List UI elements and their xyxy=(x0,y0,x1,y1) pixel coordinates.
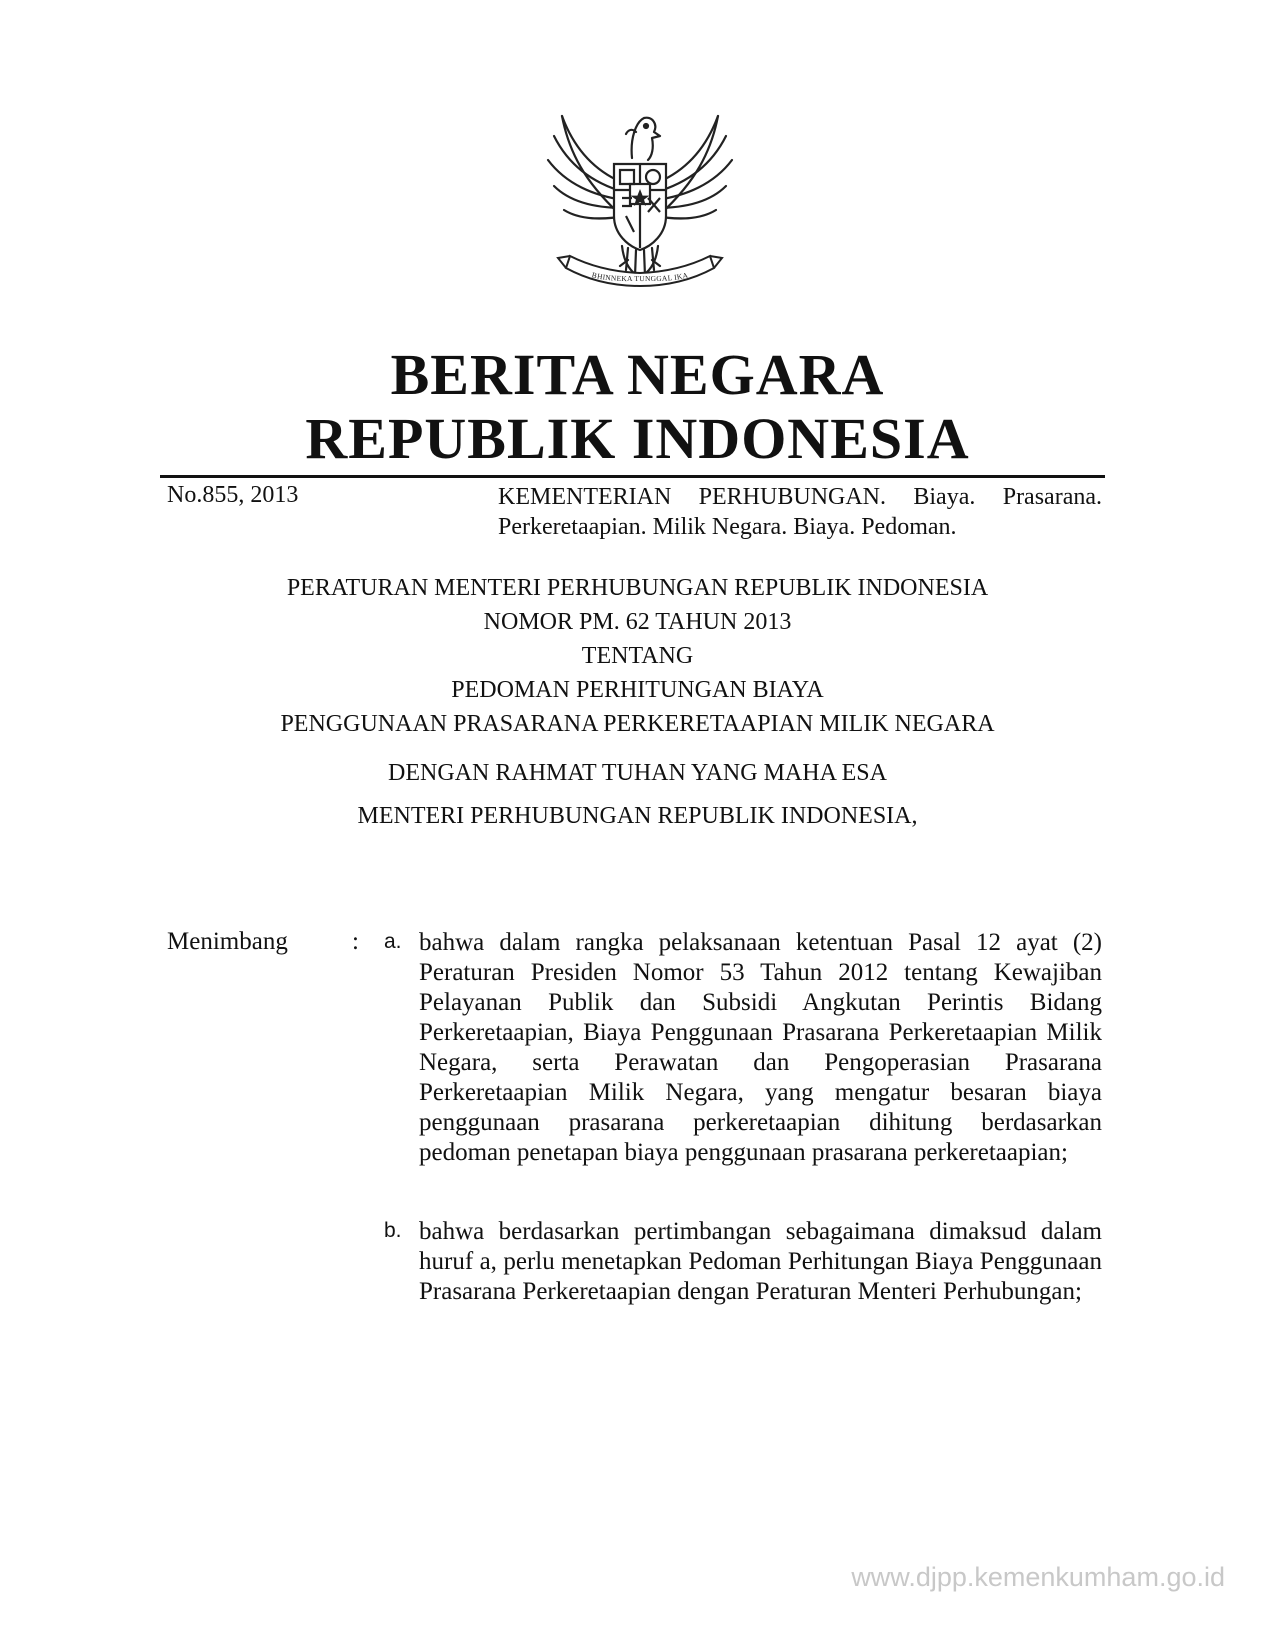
issue-number: No.855, 2013 xyxy=(167,482,299,508)
header-divider xyxy=(160,475,1105,478)
regulation-subject-line2: PENGGUNAAN PRASARANA PERKERETAAPIAN MILIK NEGARA xyxy=(280,711,995,737)
garuda-emblem-icon xyxy=(540,88,740,293)
considering-item-b: bahwa berdasarkan pertimbangan sebagaimana dimaksud dalam huruf a, perlu menetapkan Pedoman Perhitungan Biaya Penggunaan Prasarana Perkeretaapian dengan Peraturan Menteri Perhubungan; xyxy=(419,1218,1102,1305)
issue-subject: KEMENTERIAN PERHUBUNGAN. Biaya. Prasarana. Perkeretaapian. Milik Negara. Biaya. Pedoman. xyxy=(498,484,1102,540)
item-b-marker: b. xyxy=(384,1219,402,1242)
regulation-number: NOMOR PM. 62 TAHUN 2013 xyxy=(483,609,792,635)
preamble-line1: DENGAN RAHMAT TUHAN YANG MAHA ESA xyxy=(388,760,887,786)
masthead-title: BERITA NEGARA xyxy=(390,342,885,407)
source-url-watermark: www.djpp.kemenkumham.go.id xyxy=(851,1562,1225,1592)
regulation-subject-line1: PEDOMAN PERHITUNGAN BIAYA xyxy=(451,677,824,703)
considering-item-a: bahwa dalam rangka pelaksanaan ketentuan Pasal 12 ayat (2) Peraturan Presiden Nomor 53 Tahun 2012 tentang Kewajiban Pelayanan Publik dan Subsidi Angkutan Perintis Bidang Perkeretaapian, Biaya Penggunaan Prasarana Perkeretaapian Milik Negara, serta Perawatan dan Pengoperasian Prasarana Perkeretaapian Milik Negara, yang mengatur besaran biaya penggunaan prasarana perkeretaapian dihitung berdasarkan pedoman penetapan biaya penggunaan prasarana perkeretaapian; xyxy=(419,929,1102,1166)
considering-label: Menimbang xyxy=(167,928,288,955)
item-a-marker: a. xyxy=(384,930,402,953)
masthead-subtitle: REPUBLIK INDONESIA xyxy=(305,406,970,471)
regulation-about: TENTANG xyxy=(581,643,694,669)
preamble-line2: MENTERI PERHUBUNGAN REPUBLIK INDONESIA, xyxy=(357,803,918,829)
regulation-title: PERATURAN MENTERI PERHUBUNGAN REPUBLIK INDONESIA xyxy=(286,575,989,601)
motto-text: BHINNEKA TUNGGAL IKA xyxy=(590,270,690,284)
considering-colon: : xyxy=(352,928,359,955)
